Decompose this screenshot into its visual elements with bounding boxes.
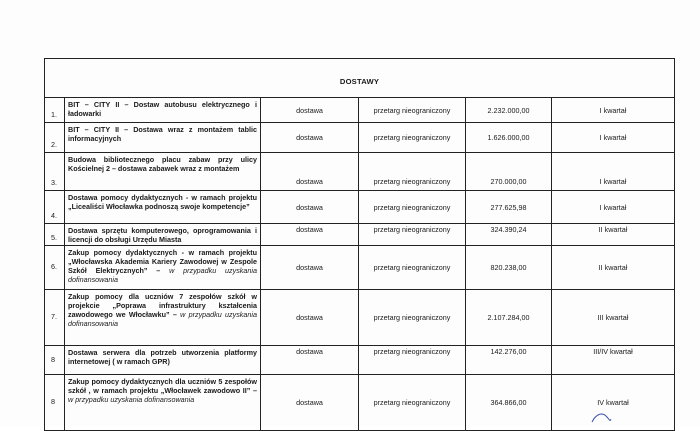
row-description: Dostawa pomocy dydaktycznych - w ramach projektu „Licealiści Włocławka podnoszą swoje kompetencje”	[65, 191, 261, 224]
row-amount: 2.107.284,00	[466, 290, 552, 346]
row-quarter: IV kwartał	[552, 375, 675, 431]
row-description-text: Zakup pomocy dydaktycznych dla uczniów 5 zespołów szkół , w ramach projektu „Włocławek zawodowo II” –	[68, 377, 257, 395]
row-number: 6.	[45, 246, 65, 290]
row-quarter: II kwartał	[552, 224, 675, 246]
row-description-note: w przypadku uzyskania dofinansowania	[68, 395, 195, 404]
section-header-label: DOSTAWY	[339, 76, 380, 86]
row-amount: 1.626.000,00	[466, 123, 552, 153]
table-row	[45, 346, 675, 375]
row-description: Dostawa sprzętu komputerowego, oprogramowania i licencji do obsługi Urzędu Miasta	[65, 224, 261, 246]
row-amount: 324.390,24	[466, 224, 552, 246]
row-mode: przetarg nieograniczony	[359, 98, 466, 123]
row-description-note: w przypadku uzyskania dofinansowania	[68, 266, 257, 284]
row-description	[65, 375, 261, 431]
row-description-note: w przypadku uzyskania dofinansowania	[68, 310, 257, 328]
row-description-text: Zakup pomocy dla uczniów 7 zespołów szkół w projekcie „Poprawa infrastruktury kształcenia zawodowego we Włocławku” –	[68, 292, 257, 319]
section-header	[45, 59, 675, 98]
row-description: BIT – CITY II – Dostawa wraz z montażem tablic informacyjnych	[65, 123, 261, 153]
row-type: dostawa	[261, 346, 359, 375]
row-number: 7.	[45, 290, 65, 346]
row-number: 4.	[45, 191, 65, 224]
row-type: dostawa	[261, 123, 359, 153]
table-row	[45, 224, 675, 246]
row-mode: przetarg nieograniczony	[359, 246, 466, 290]
row-amount: 364.866,00	[466, 375, 552, 431]
row-description: Budowa bibliotecznego placu zabaw przy ulicy Kościelnej 2 – dostawa zabawek wraz z montażem	[65, 153, 261, 191]
row-type: dostawa	[261, 290, 359, 346]
row-mode: przetarg nieograniczony	[359, 290, 466, 346]
row-mode: przetarg nieograniczony	[359, 375, 466, 431]
row-amount: 277.625,98	[466, 191, 552, 224]
row-mode: przetarg nieograniczony	[359, 224, 466, 246]
row-type: dostawa	[261, 98, 359, 123]
row-number: 3.	[45, 153, 65, 191]
row-type: dostawa	[261, 375, 359, 431]
row-amount: 142.276,00	[466, 346, 552, 375]
row-quarter: II kwartał	[552, 246, 675, 290]
row-number: 1.	[45, 98, 65, 123]
row-description: BIT – CITY II – Dostaw autobusu elektrycznego i ładowarki	[65, 98, 261, 123]
row-quarter: I kwartał	[552, 98, 675, 123]
row-quarter: I kwartał	[552, 123, 675, 153]
row-amount: 820.238,00	[466, 246, 552, 290]
row-mode: przetarg nieograniczony	[359, 346, 466, 375]
table-row	[45, 153, 675, 191]
signature-mark	[590, 410, 612, 424]
row-quarter: I kwartał	[552, 191, 675, 224]
row-number: 2.	[45, 123, 65, 153]
row-quarter: I kwartał	[552, 153, 675, 191]
row-type: dostawa	[261, 246, 359, 290]
row-mode: przetarg nieograniczony	[359, 191, 466, 224]
row-amount: 270.000,00	[466, 153, 552, 191]
row-type: dostawa	[261, 153, 359, 191]
table-row	[45, 246, 675, 290]
row-type: dostawa	[261, 191, 359, 224]
table-row	[45, 98, 675, 123]
table-row	[45, 375, 675, 431]
row-description	[65, 290, 261, 346]
row-description	[65, 246, 261, 290]
row-number: 5.	[45, 224, 65, 246]
row-description: Dostawa serwera dla potrzeb utworzenia platformy internetowej ( w ramach GPR)	[65, 346, 261, 375]
table-row	[45, 290, 675, 346]
row-mode: przetarg nieograniczony	[359, 123, 466, 153]
row-amount: 2.232.000,00	[466, 98, 552, 123]
row-number: 8	[45, 375, 65, 431]
procurement-table	[44, 58, 675, 431]
row-type: dostawa	[261, 224, 359, 246]
row-quarter: III kwartał	[552, 290, 675, 346]
row-mode: przetarg nieograniczony	[359, 153, 466, 191]
section-header-row	[45, 59, 675, 98]
row-number: 8	[45, 346, 65, 375]
row-quarter: III/IV kwartał	[552, 346, 675, 375]
table-row	[45, 123, 675, 153]
row-description-text: Zakup pomocy dydaktycznych - w ramach projektu „Włocławska Akademia Kariery Zawodowej w Zespole Szkół Elektrycznych” –	[68, 248, 257, 275]
table-row	[45, 191, 675, 224]
